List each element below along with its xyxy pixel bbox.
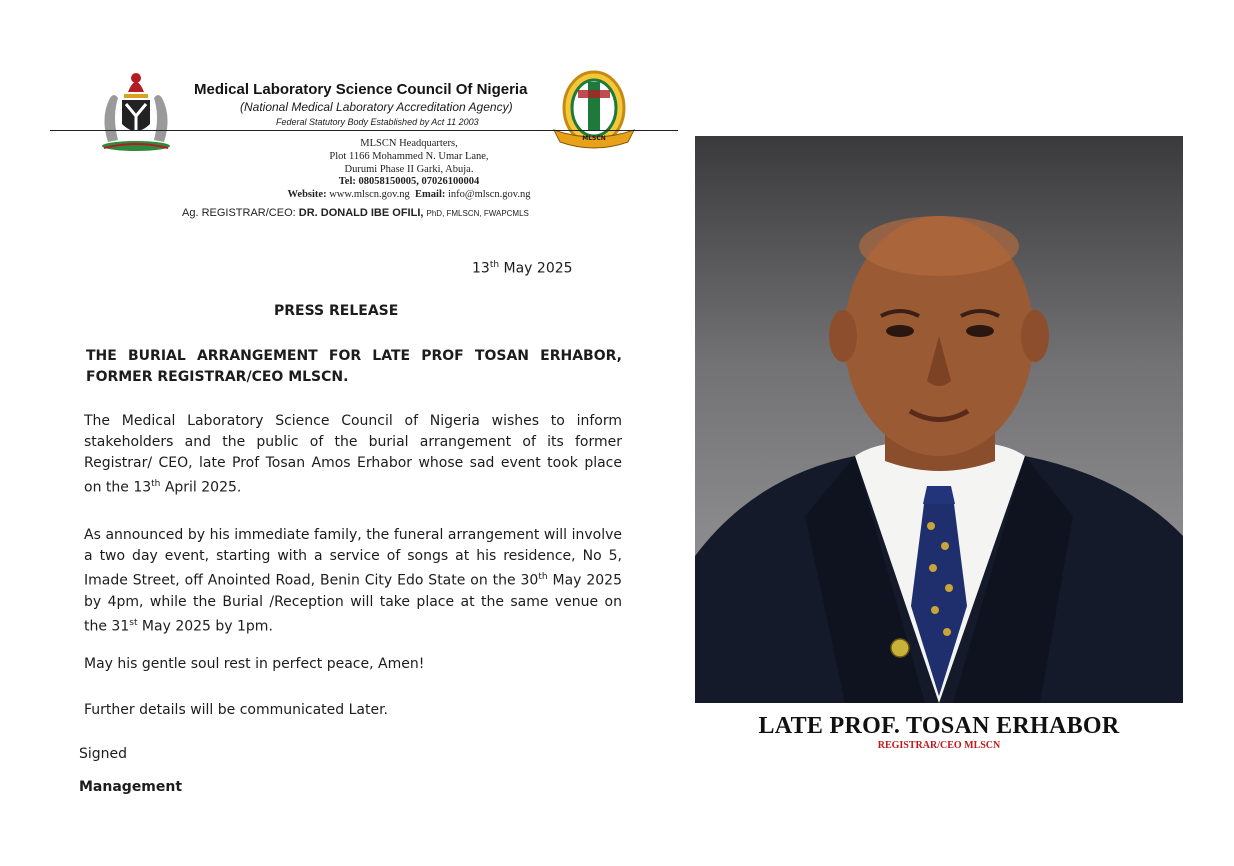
- email-label: Email:: [415, 189, 446, 201]
- registrar-name: DR. DONALD IBE OFILI,: [298, 207, 424, 219]
- organization-act: Federal Statutory Body Established by Act 11 2003: [276, 117, 479, 127]
- website-label: Website:: [287, 189, 327, 201]
- letterhead-address: [194, 138, 624, 202]
- letterhead-rule: [50, 130, 678, 131]
- tel-label: Tel:: [338, 176, 356, 188]
- email-link[interactable]: info@mlscn.gov.ng: [448, 189, 531, 201]
- portrait-caption-title: REGISTRAR/CEO MLSCN: [877, 740, 1001, 751]
- date-day-suffix: th: [489, 260, 500, 270]
- paragraph-text: May 2025 by 4pm, while the Burial /Reception will take place at the same venue on the 31: [84, 572, 622, 635]
- portrait-photo: [695, 136, 1183, 703]
- portrait-caption-name: LATE PROF. TOSAN ERHABOR: [758, 713, 1120, 739]
- paragraph-text: The Medical Laboratory Science Council of Nigeria wishes to inform stakeholders and the public of the burial arrangement of its former Registrar/ CEO, late Prof Tosan Amos Erhabor whose sad event took place on the 13: [84, 413, 622, 496]
- date-day: 13: [472, 260, 490, 277]
- signed-label: Signed: [79, 746, 128, 762]
- telephone-line: [194, 176, 624, 189]
- nigeria-coat-of-arms-icon: [86, 62, 186, 152]
- paragraph-condolence: May his gentle soul rest in perfect peace, Amen!: [84, 656, 425, 672]
- press-release-headline: THE BURIAL ARRANGEMENT FOR LATE PROF TOSAN ERHABOR, FORMER REGISTRAR/CEO MLSCN.: [86, 348, 622, 385]
- paragraph-funeral-arrangement: [84, 525, 622, 637]
- press-release-letter: [24, 0, 694, 866]
- registrar-qualifications: PhD, FMLSCN, FWAPCMLS: [426, 209, 529, 218]
- registrar-line: [182, 207, 529, 219]
- address-line: Plot 1166 Mohammed N. Umar Lane,: [329, 150, 489, 162]
- website-link[interactable]: www.mlscn.gov.ng: [329, 189, 410, 201]
- contact-line: [194, 189, 624, 202]
- signatory-management: Management: [79, 779, 183, 795]
- tel-numbers: 08058150005, 07026100004: [358, 176, 480, 188]
- paragraph-text: May 2025 by 1pm.: [137, 618, 273, 635]
- registrar-label: Ag. REGISTRAR/CEO:: [182, 207, 296, 219]
- mlscn-logo-text: MLSCN: [582, 135, 606, 142]
- organization-agency: (National Medical Laboratory Accreditation Agency): [240, 100, 513, 114]
- paragraph-text: April 2025.: [160, 479, 242, 496]
- ordinal-suffix: st: [129, 617, 138, 628]
- date-month-year: May 2025: [503, 260, 573, 277]
- address-line: MLSCN Headquarters,: [360, 138, 458, 149]
- paragraph-further-details: Further details will be communicated Later.: [84, 702, 389, 718]
- address-line: Durumi Phase II Garki, Abuja.: [344, 163, 474, 175]
- organization-name: Medical Laboratory Science Council Of Nigeria: [194, 81, 528, 98]
- paragraph-announcement: [84, 411, 622, 499]
- press-release-heading: PRESS RELEASE: [274, 303, 399, 319]
- ordinal-suffix: th: [151, 479, 161, 489]
- portrait-illustration: [695, 136, 1183, 703]
- ordinal-suffix: th: [538, 572, 548, 582]
- paragraph-text: As announced by his immediate family, the funeral arrangement will involve a two day event, starting with a service of songs at his residence, No 5, Imade Street, off Anointed Road, Benin City Edo State on the 30: [84, 527, 622, 589]
- letter-date: [472, 260, 573, 277]
